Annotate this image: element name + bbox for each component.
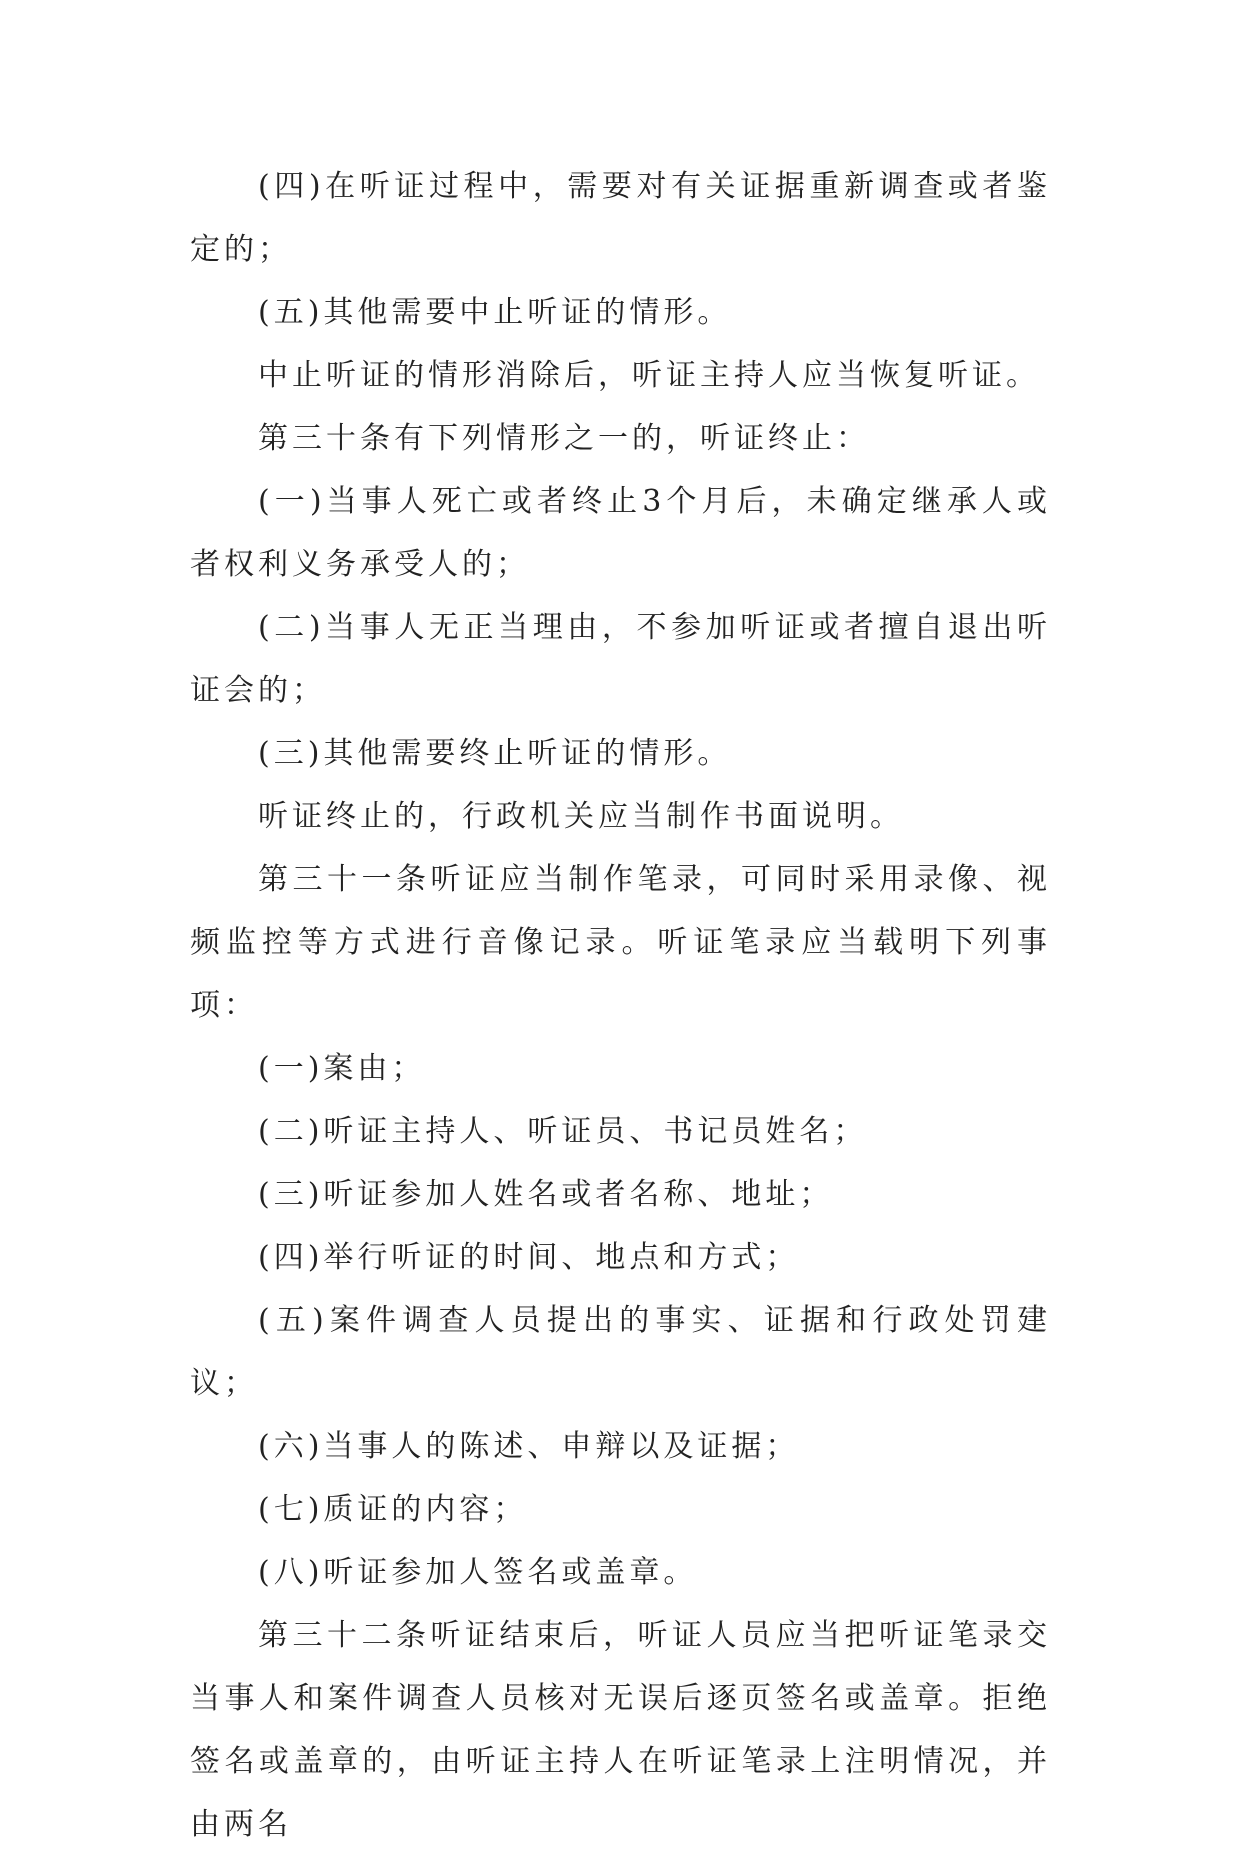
paragraph-resume-hearing: 中止听证的情形消除后，听证主持人应当恢复听证。 bbox=[258, 358, 1040, 393]
paragraph-record-item-5: (五)案件调查人员提出的事实、证据和行政处罚建议； bbox=[190, 1303, 1051, 1401]
paragraph-item-5-other-suspension: (五)其他需要中止听证的情形。 bbox=[258, 295, 732, 330]
document-body bbox=[190, 155, 1051, 1856]
paragraph-termination-item-1: (一)当事人死亡或者终止3个月后，未确定继承人或者权利义务承受人的； bbox=[190, 484, 1051, 582]
paragraph-record-item-7: (七)质证的内容； bbox=[258, 1492, 528, 1527]
paragraph-termination-note: 听证终止的，行政机关应当制作书面说明。 bbox=[258, 799, 904, 834]
paragraph-article-31: 第三十一条听证应当制作笔录，可同时采用录像、视频监控等方式进行音像记录。听证笔录应当载明下列事项： bbox=[190, 862, 1051, 1023]
paragraph-item-4-reinvestigation: (四)在听证过程中，需要对有关证据重新调查或者鉴定的； bbox=[190, 169, 1051, 267]
paragraph-record-item-4: (四)举行听证的时间、地点和方式； bbox=[258, 1240, 800, 1275]
paragraph-article-32: 第三十二条听证结束后，听证人员应当把听证笔录交当事人和案件调查人员核对无误后逐页签名或盖章。拒绝签名或盖章的，由听证主持人在听证笔录上注明情况，并由两名 bbox=[190, 1618, 1051, 1842]
paragraph-record-item-3: (三)听证参加人姓名或者名称、地址； bbox=[258, 1177, 834, 1212]
paragraph-record-item-6: (六)当事人的陈述、申辩以及证据； bbox=[258, 1429, 800, 1464]
paragraph-termination-item-3: (三)其他需要终止听证的情形。 bbox=[258, 736, 732, 771]
paragraph-article-30: 第三十条有下列情形之一的，听证终止： bbox=[258, 421, 870, 456]
paragraph-termination-item-2: (二)当事人无正当理由，不参加听证或者擅自退出听证会的； bbox=[190, 610, 1051, 708]
paragraph-record-item-2: (二)听证主持人、听证员、书记员姓名； bbox=[258, 1114, 868, 1149]
paragraph-record-item-1: (一)案由； bbox=[258, 1051, 426, 1086]
paragraph-record-item-8: (八)听证参加人签名或盖章。 bbox=[258, 1555, 698, 1590]
